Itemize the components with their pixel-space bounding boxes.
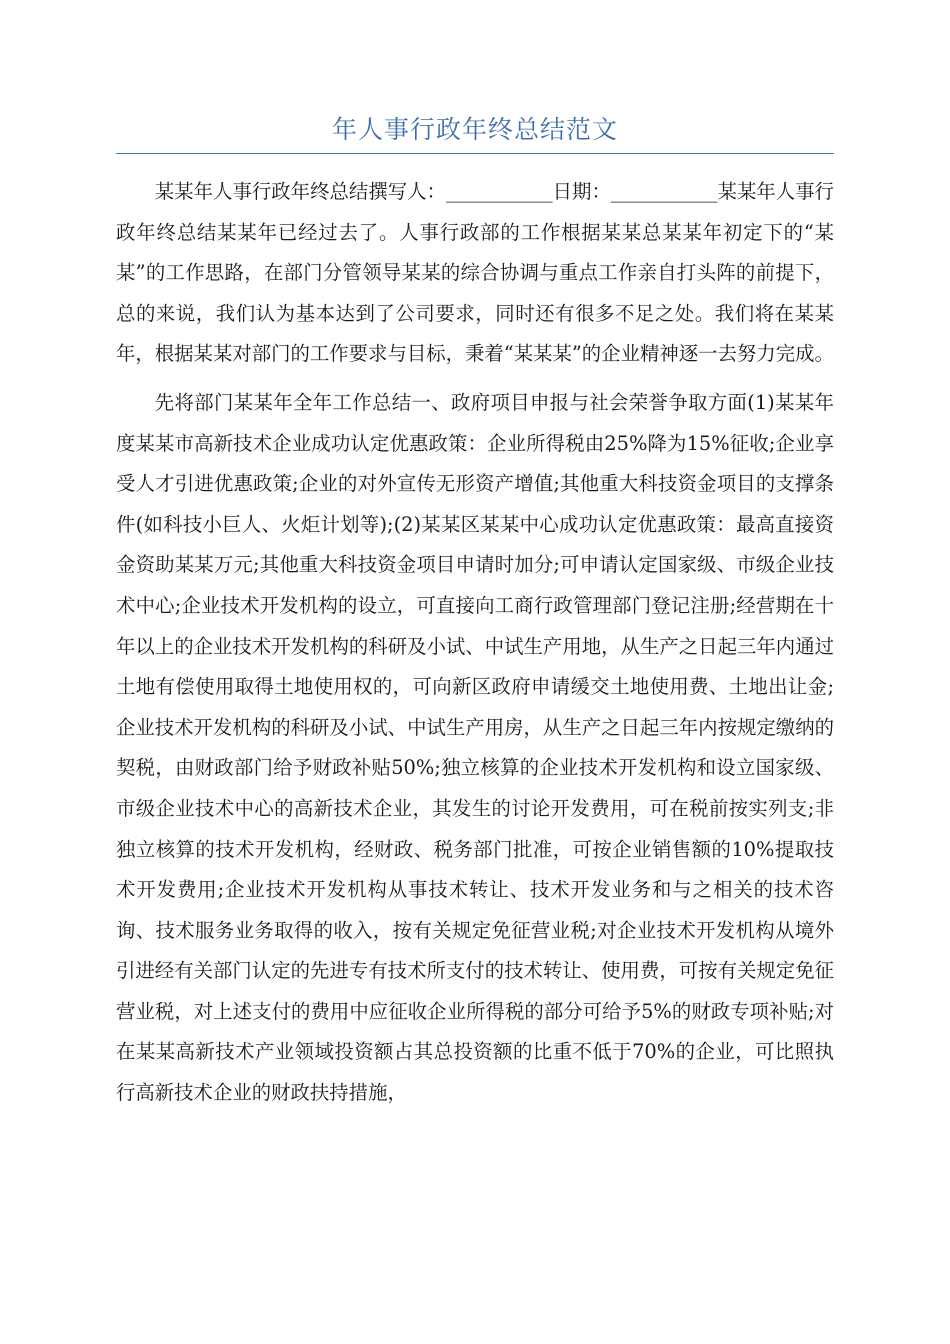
document-body <box>116 172 834 1114</box>
title-underline <box>116 153 834 154</box>
document-title: 年人事行政年终总结范文 <box>331 115 618 144</box>
paragraph-summary: 先将部门某某年全年工作总结一、政府项目申报与社会荣誉争取方面(1)某某年度某某市高新技术企业成功认定优惠政策：企业所得税由25%降为15%征收;企业享受人才引进优惠政策;企业的对外宣传无形资产增值;其他重大科技资金项目的支撑条件(如科技小巨人、火炬计划等);(2)某某区某某中心成功认定优惠政策：最高直接资金资助某某万元;其他重大科技资金项目申请时加分;可申请认定国家级、市级企业技术中心;企业技术开发机构的设立，可直接向工商行政管理部门登记注册;经营期在十年以上的企业技术开发机构的科研及小试、中试生产用地，从生产之日起三年内通过土地有偿使用取得土地使用权的，可向新区政府申请缓交土地使用费、土地出让金;企业技术开发机构的科研及小试、中试生产用房，从生产之日起三年内按规定缴纳的契税，由财政部门给予财政补贴50%;独立核算的企业技术开发机构和设立国家级、市级企业技术中心的高新技术企业，其发生的讨论开发费用，可在税前按实列支;非独立核算的技术开发机构，经财政、税务部门批准，可按企业销售额的10%提取技术开发费用;企业技术开发机构从事技术转让、技术开发业务和与之相关的技术咨询、技术服务业务取得的收入，按有关规定免征营业税;对企业技术开发机构从境外引进经有关部门认定的先进专有技术所支付的技术转让、使用费，可按有关规定免征营业税，对上述支付的费用中应征收企业所得税的部分可给予5%的财政专项补贴;对在某某高新技术产业领域投资额占其总投资额的比重不低于70%的企业，可比照执行高新技术企业的财政扶持措施， <box>116 390 834 1105</box>
paragraph-intro: 某某年人事行政年终总结撰写人：___________日期：___________某某年人事行政年终总结某某年已经过去了。人事行政部的工作根据某某总某某年初定下的“某某”的工作思路，在部门分管领导某某的综合协调与重点工作亲自打头阵的前提下，总的来说，我们认为基本达到了公司要求，同时还有很多不足之处。我们将在某某年，根据某某对部门的工作要求与目标，秉着“某某某”的企业精神逐一去努力完成。 <box>116 180 834 366</box>
